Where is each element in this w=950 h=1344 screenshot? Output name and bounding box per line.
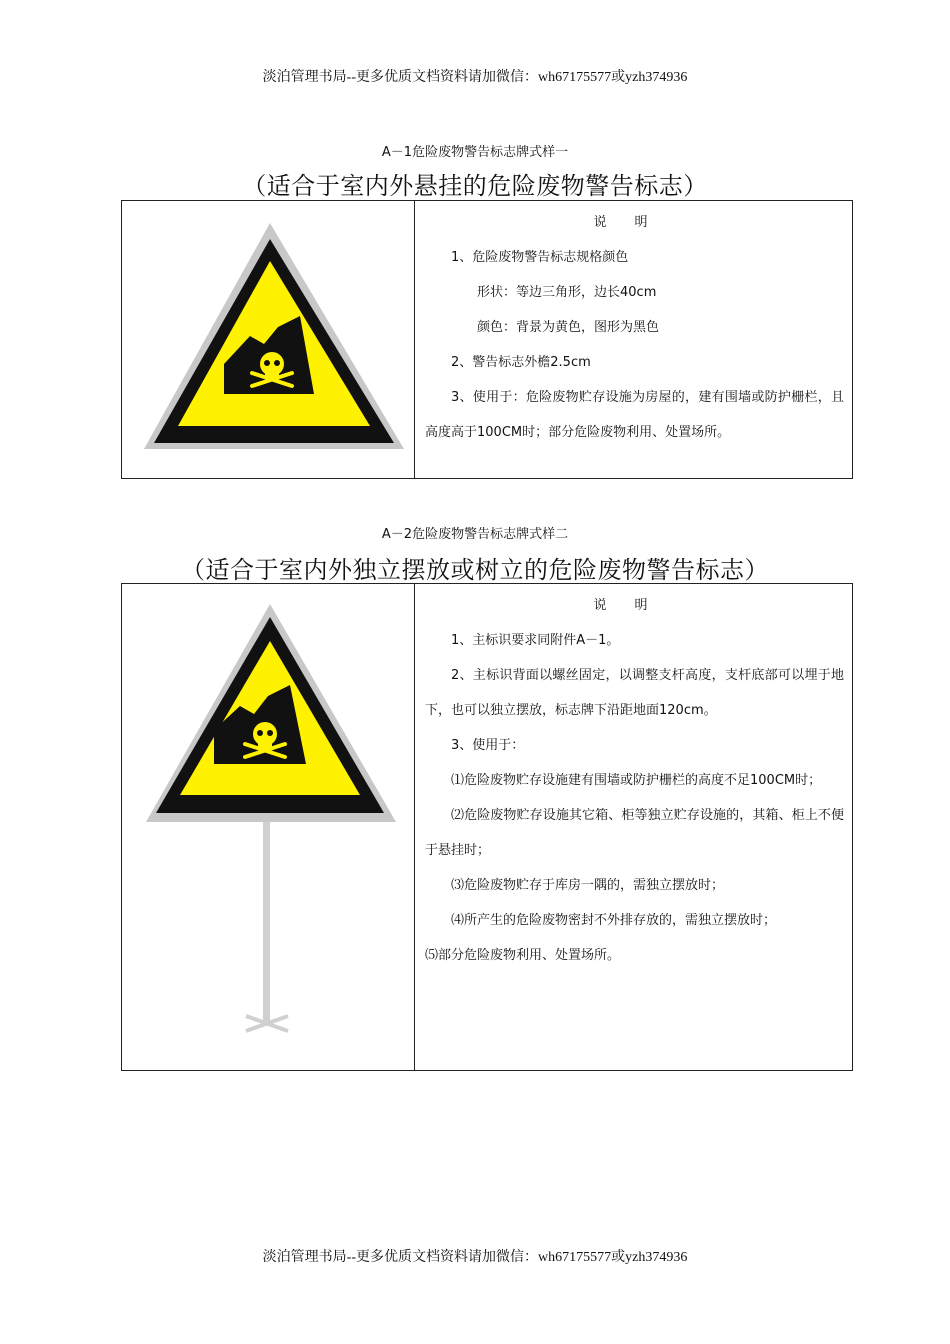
section2-line-6: ⑶危险废物贮存于库房一隅的，需独立摆放时； — [451, 878, 725, 893]
section1-description — [415, 201, 853, 479]
section1-line-4: 2、警告标志外檐2.5cm — [451, 355, 591, 370]
section2-table — [121, 583, 853, 1071]
section1-line-1: 1、危险废物警告标志规格颜色 — [451, 250, 629, 265]
section1-line-3: 颜色：背景为黄色，图形为黑色 — [477, 320, 660, 335]
section2-caption: A－2危险废物警告标志牌式样二 — [381, 527, 569, 542]
section2-description — [415, 584, 853, 1071]
standing-sign-icon — [122, 584, 414, 1070]
section2-heading: 说明 — [593, 598, 676, 613]
section1-subtitle: （适合于室内外悬挂的危险废物警告标志） — [242, 172, 708, 200]
section1-caption: A－1危险废物警告标志牌式样一 — [381, 145, 569, 160]
hazard-warning-sign-icon — [122, 201, 414, 478]
section2-line-3: 3、使用于： — [451, 738, 525, 753]
section1-heading: 说明 — [593, 215, 676, 230]
section2-subtitle: （适合于室内外独立摆放或树立的危险废物警告标志） — [181, 556, 769, 584]
section1-line-5: 3、使用于：危险废物贮存设施为房屋的，建有围墙或防护栅栏，且高度高于100CM时；部分危险废物利用、处置场所。 — [425, 390, 844, 440]
section1-image-cell — [122, 201, 415, 479]
section2-line-4: ⑴危险废物贮存设施建有围墙或防护栅栏的高度不足100CM时； — [451, 773, 822, 788]
section2-line-1: 1、主标识要求同附件A－1。 — [451, 633, 620, 648]
section1-table — [121, 200, 853, 479]
page-footer: 淡泊管理书局--更多优质文档资料请加微信：wh67175577或yzh374936 — [262, 1250, 688, 1265]
section1-line-2: 形状：等边三角形，边长40cm — [477, 285, 657, 300]
section2-line-5: ⑵危险废物贮存设施其它箱、柜等独立贮存设施的，其箱、柜上不便于悬挂时； — [425, 808, 844, 858]
section2-line-2: 2、主标识背面以螺丝固定，以调整支杆高度，支杆底部可以埋于地下，也可以独立摆放，标志牌下沿距地面120cm。 — [425, 668, 844, 718]
section2-line-7: ⑷所产生的危险废物密封不外排存放的，需独立摆放时； — [451, 913, 777, 928]
page-header: 淡泊管理书局--更多优质文档资料请加微信：wh67175577或yzh374936 — [262, 70, 688, 85]
section2-image-cell — [122, 584, 415, 1071]
section2-line-8: ⑸部分危险废物利用、处置场所。 — [425, 948, 621, 963]
